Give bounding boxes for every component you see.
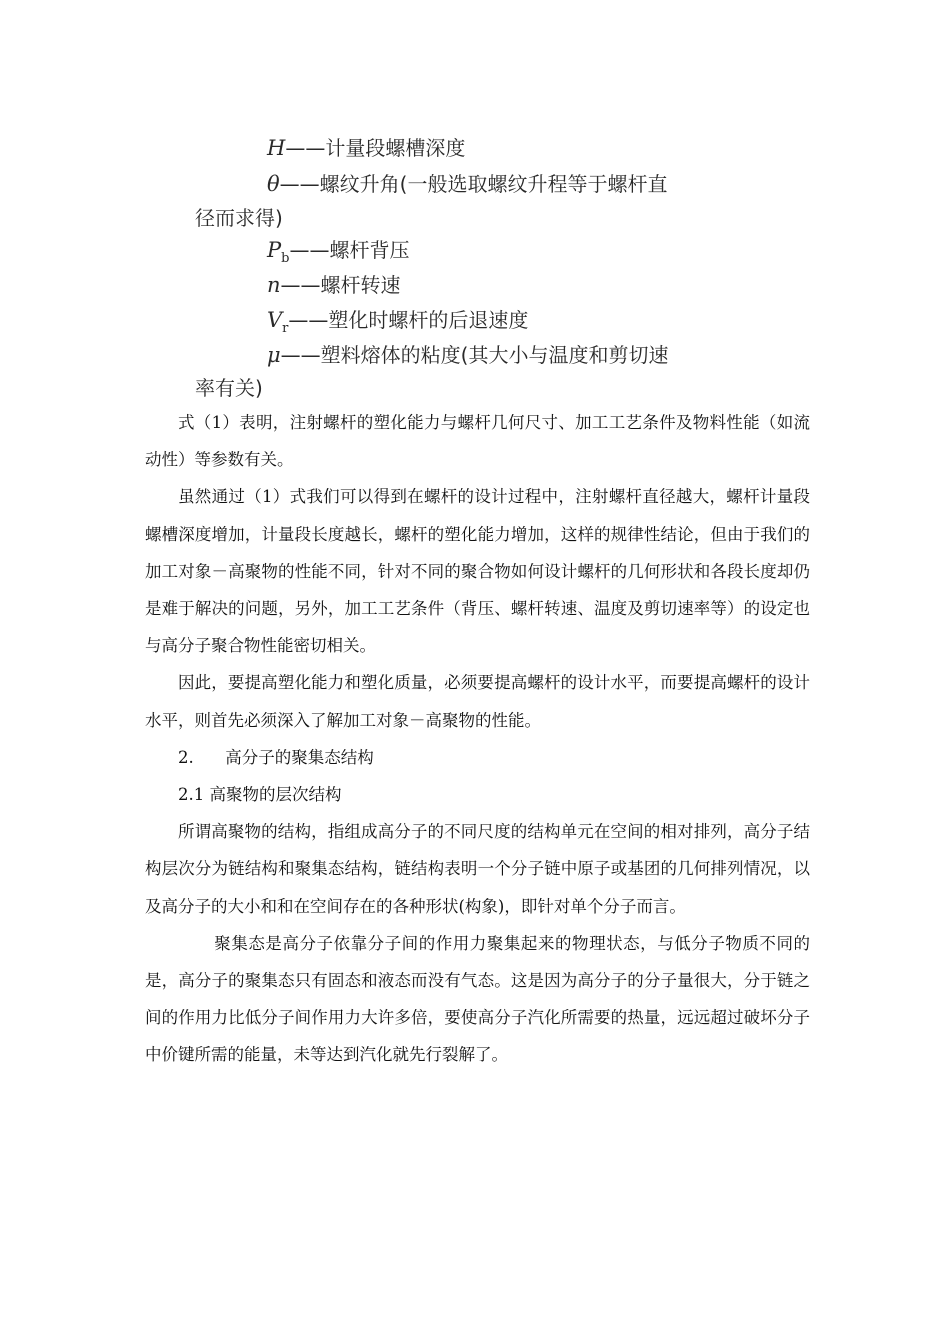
definition-text: ——螺杆背压 [289, 238, 410, 262]
definition-h [267, 132, 465, 161]
definition-text: 径而求得) [195, 206, 283, 230]
section-heading: 2. 高分子的聚集态结构 [178, 747, 374, 767]
definition-text: 率有关) [195, 376, 263, 400]
definition-theta [267, 168, 667, 197]
definition-text: ——塑化时螺杆的后退速度 [288, 308, 529, 332]
definition-vr [267, 304, 528, 336]
symbol: P [267, 238, 282, 262]
symbol: μ [267, 343, 281, 367]
definition-mu [267, 339, 668, 368]
definition-text: ——螺纹升角(一般选取螺纹升程等于螺杆直 [279, 172, 668, 196]
paragraph: 虽然通过（1）式我们可以得到在螺杆的设计过程中，注射螺杆直径越大，螺杆计量段螺槽深度增加，计量段长度越长，螺杆的塑化能力增加，这样的规律性结论，但由于我们的加工对象－高聚物的性能不同，针对不同的聚合物如何设计螺杆的几何形状和各段长度却仍是难于解决的问题，另外，加工工艺条件（背压、螺杆转速、温度及剪切速率等）的设定也与高分子聚合物性能密切相关。 [145, 487, 810, 656]
symbol: θ [267, 172, 280, 196]
definition-theta-cont [195, 202, 283, 231]
subscript: b [281, 251, 290, 266]
definition-n [267, 269, 401, 298]
definition-text: ——螺杆转速 [280, 273, 401, 297]
symbol: V [267, 308, 283, 332]
definition-mu-cont [195, 372, 263, 401]
definition-pb [267, 234, 409, 266]
subsection-heading: 2.1 高聚物的层次结构 [178, 785, 342, 805]
definition-text: ——计量段螺槽深度 [285, 136, 466, 160]
subscript: r [282, 321, 289, 336]
paragraph: 聚集态是高分子依靠分子间的作用力聚集起来的物理状态，与低分子物质不同的是，高分子的聚集态只有固态和液态而没有气态。这是因为高分子的分子量很大，分于链之间的作用力比低分子间作用力大许多倍，要使高分子汽化所需要的热量，远远超过破坏分子中价键所需的能量，未等达到汽化就先行裂解了。 [145, 933, 810, 1065]
definition-text: ——塑料熔体的粘度(其大小与温度和剪切速 [280, 343, 669, 367]
symbol: H [267, 136, 286, 160]
paragraph: 所谓高聚物的结构，指组成高分子的不同尺度的结构单元在空间的相对排列，高分子结构层次分为链结构和聚集态结构，链结构表明一个分子链中原子或基团的几何排列情况，以及高分子的大小和和在空间存在的各种形状(构象)，即针对单个分子而言。 [145, 822, 810, 916]
paragraph: 式（1）表明，注射螺杆的塑化能力与螺杆几何尺寸、加工工艺条件及物料性能（如流动性）等参数有关。 [145, 413, 810, 470]
body-text [145, 404, 810, 1074]
symbol: n [267, 273, 281, 297]
paragraph: 因此，要提高塑化能力和塑化质量，必须要提高螺杆的设计水平，而要提高螺杆的设计水平，则首先必须深入了解加工对象－高聚物的性能。 [145, 673, 810, 730]
